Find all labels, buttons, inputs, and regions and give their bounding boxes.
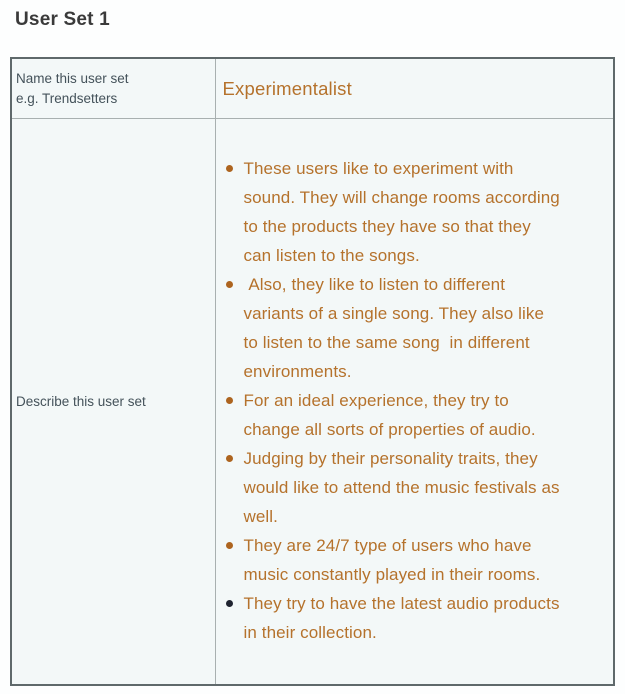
page-title: User Set 1 xyxy=(15,9,110,30)
bullet-icon xyxy=(226,165,233,172)
name-value-cell xyxy=(215,58,614,119)
user-set-name: Experimentalist xyxy=(222,77,352,99)
table-row xyxy=(11,119,614,686)
name-label-cell xyxy=(11,58,215,119)
user-set-table xyxy=(10,57,615,686)
bullet-icon xyxy=(226,600,233,607)
name-label-line1: Name this user set xyxy=(16,70,129,86)
description-list xyxy=(216,149,614,655)
table-row xyxy=(11,58,614,119)
bullet-icon xyxy=(226,281,233,288)
list-item xyxy=(216,444,565,531)
bullet-icon xyxy=(226,455,233,462)
describe-label: Describe this user set xyxy=(16,393,146,409)
list-item xyxy=(216,386,562,444)
list-item xyxy=(216,589,565,647)
bullet-icon xyxy=(226,542,233,549)
description-cell xyxy=(215,119,614,686)
list-item xyxy=(216,531,562,589)
bullet-icon xyxy=(226,397,233,404)
list-item xyxy=(216,154,565,270)
bullet-text: For an ideal experience, they try to change all sorts of properties of audio. xyxy=(243,390,536,439)
bullet-text: Judging by their personality traits, they would like to attend the music festivals as well. xyxy=(243,448,565,526)
bullet-text: These users like to experiment with sound. They will change rooms according to the products they have so that they can listen to the songs. xyxy=(243,158,565,265)
name-label-line2: e.g. Trendsetters xyxy=(16,90,118,106)
list-item xyxy=(216,270,562,386)
describe-label-cell xyxy=(11,119,215,686)
bullet-text: They are 24/7 type of users who have music constantly played in their rooms. xyxy=(243,535,541,584)
bullet-text: They try to have the latest audio products in their collection. xyxy=(243,593,565,642)
bullet-text: Also, they like to listen to different variants of a single song. They also like to listen to the same song in different environments. xyxy=(243,274,549,381)
